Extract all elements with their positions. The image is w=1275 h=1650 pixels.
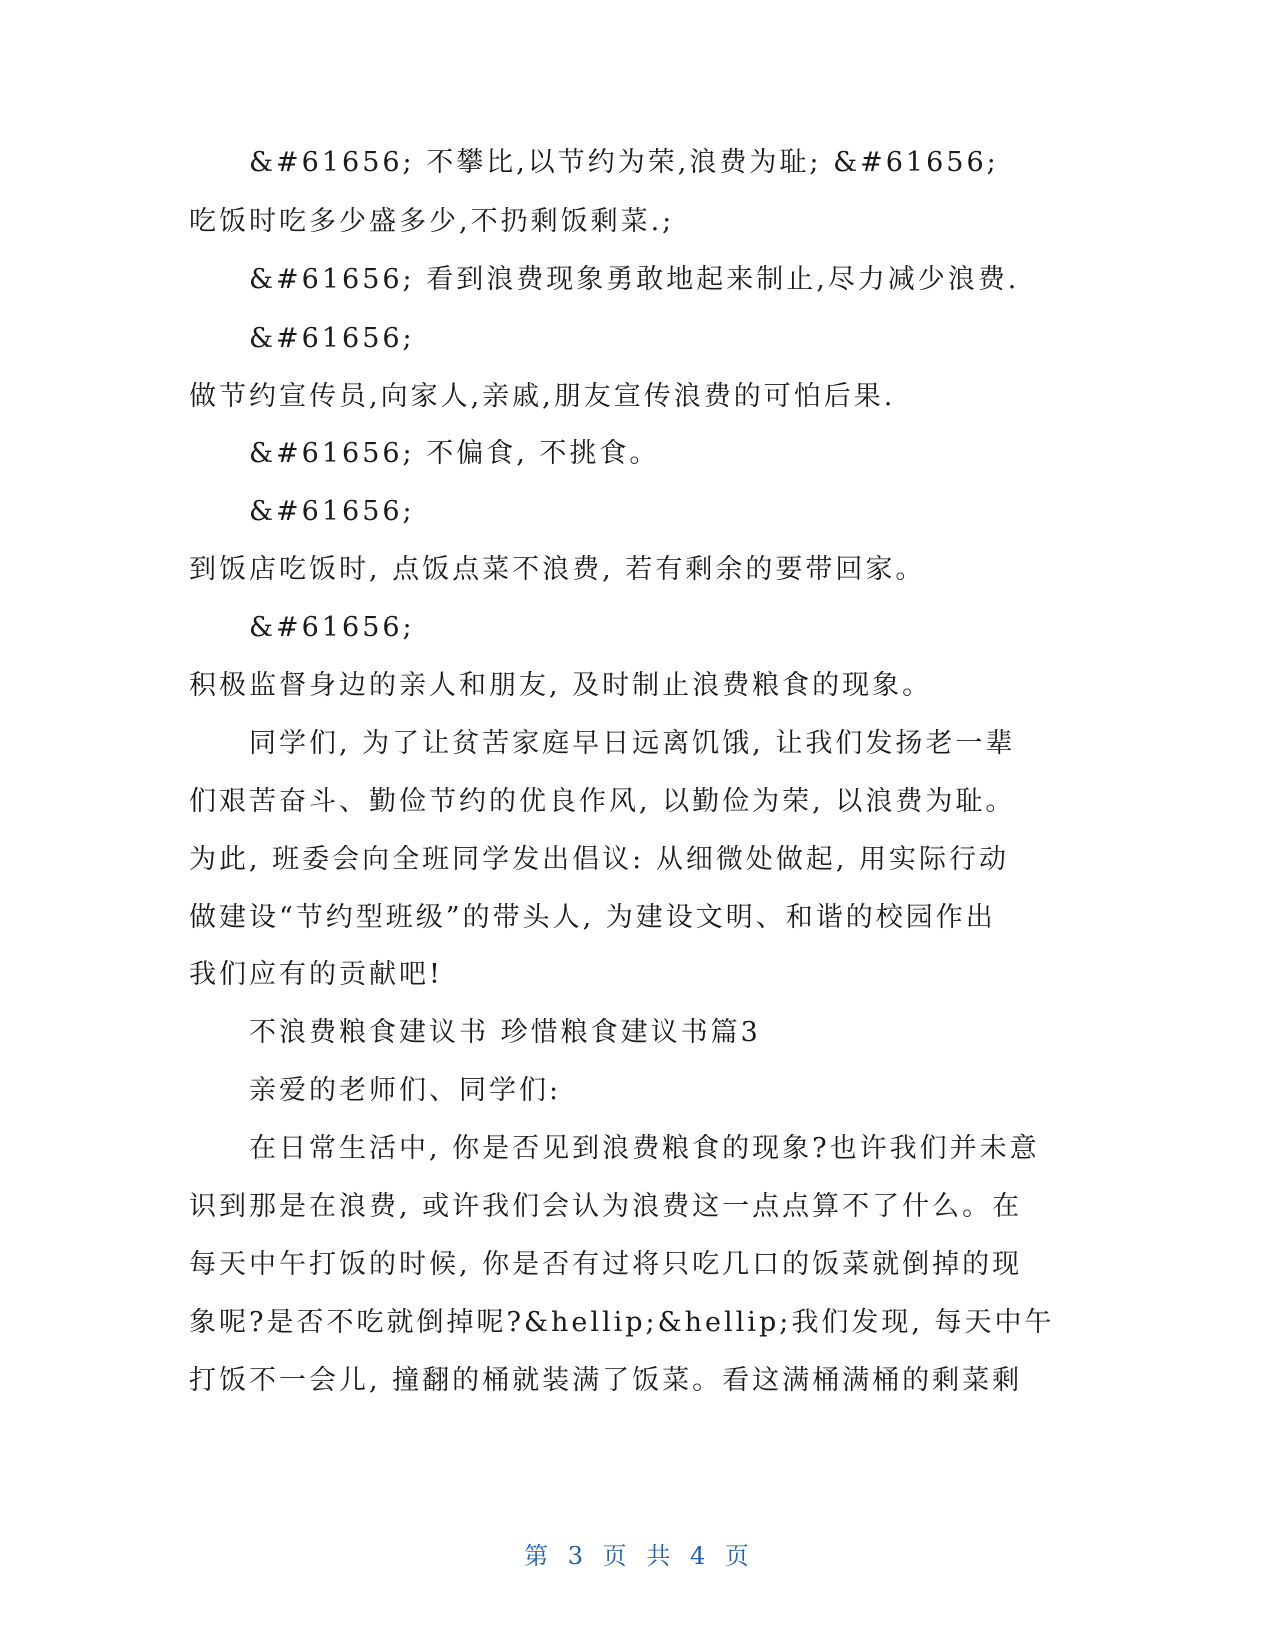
bullet-line: &#61656;: [249, 496, 415, 527]
footer-prefix: 第: [524, 1542, 551, 1570]
paragraph-line: 在日常生活中, 你是否见到浪费粮食的现象?也许我们并未意: [249, 1133, 1040, 1164]
salutation: 亲爱的老师们、同学们:: [249, 1075, 562, 1106]
footer-page-number: 3: [567, 1542, 586, 1570]
footer-page-word: 页: [602, 1542, 629, 1570]
section-title: 不浪费粮食建议书 珍惜粮食建议书篇3: [249, 1017, 761, 1048]
page-footer: [0, 1536, 1275, 1571]
text-line: 到饭店吃饭时, 点饭点菜不浪费, 若有剩余的要带回家。: [189, 554, 926, 585]
footer-total-pages: 4: [689, 1542, 708, 1570]
bullet-line: &#61656; 看到浪费现象勇敢地起来制止,尽力减少浪费.: [249, 264, 1020, 295]
text-line: 做节约宣传员,向家人,亲戚,朋友宣传浪费的可怕后果.: [189, 381, 896, 412]
paragraph-line: 为此, 班委会向全班同学发出倡议: 从细微处做起, 用实际行动: [189, 844, 1010, 875]
footer-total-word: 共: [646, 1542, 673, 1570]
paragraph-line: 我们应有的贡献吧!: [189, 959, 443, 990]
bullet-line: &#61656;: [249, 323, 415, 354]
text-line: 吃饭时吃多少盛多少,不扔剩饭剩菜.;: [189, 206, 675, 237]
paragraph-line: 做建设“节约型班级”的带头人, 为建设文明、和谐的校园作出: [189, 902, 996, 933]
paragraph-line: 象呢?是否不吃就倒掉呢?&hellip;&hellip;我们发现, 每天中午: [189, 1307, 1055, 1338]
paragraph-line: 们艰苦奋斗、勤俭节约的优良作风, 以勤俭为荣, 以浪费为耻。: [189, 786, 1016, 817]
footer-suffix: 页: [724, 1542, 751, 1570]
text-line: 积极监督身边的亲人和朋友, 及时制止浪费粮食的现象。: [189, 670, 933, 701]
paragraph-line: 同学们, 为了让贫苦家庭早日远离饥饿, 让我们发扬老一辈: [249, 728, 1016, 759]
paragraph-line: 识到那是在浪费, 或许我们会认为浪费这一点点算不了什么。在: [189, 1191, 1023, 1222]
bullet-line: &#61656; 不攀比,以节约为荣,浪费为耻; &#61656;: [249, 147, 999, 178]
paragraph-line: 打饭不一会儿, 撞翻的桶就装满了饭菜。看这满桶满桶的剩菜剩: [189, 1365, 1023, 1396]
paragraph-line: 每天中午打饭的时候, 你是否有过将只吃几口的饭菜就倒掉的现: [189, 1249, 1023, 1280]
bullet-line: &#61656; 不偏食, 不挑食。: [249, 438, 660, 469]
bullet-line: &#61656;: [249, 612, 415, 643]
